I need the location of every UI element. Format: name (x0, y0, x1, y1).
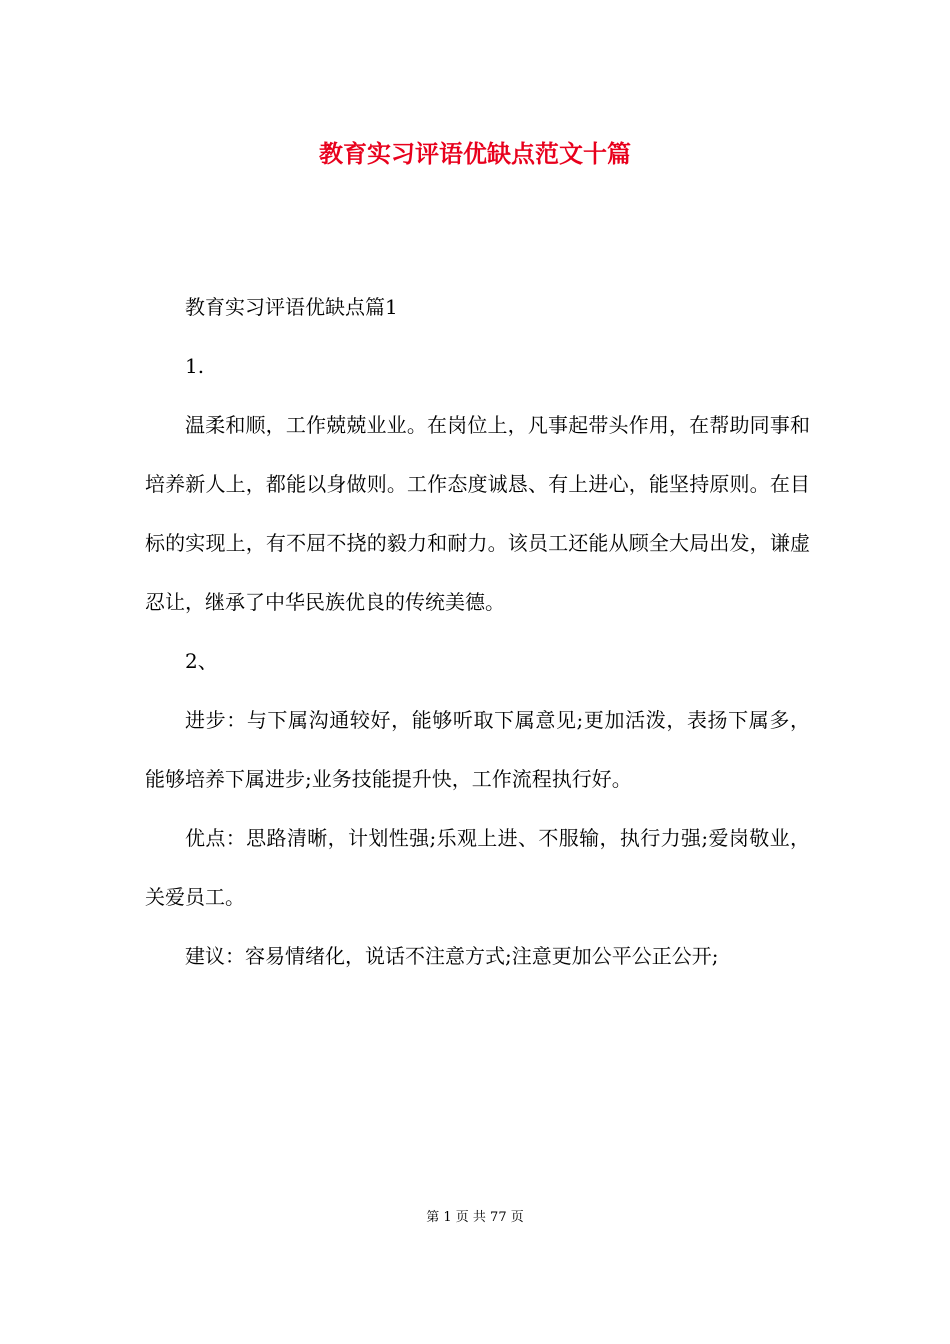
body-paragraph: 进步：与下属沟通较好，能够听取下属意见;更加活泼，表扬下属多，能够培养下属进步;业务技能提升快，工作流程执行好。 (145, 708, 810, 791)
body-paragraph: 优点：思路清晰，计划性强;乐观上进、不服输，执行力强;爱岗敬业，关爱员工。 (145, 826, 810, 909)
document-body (145, 278, 810, 986)
body-paragraph: 建议：容易情绪化，说话不注意方式;注意更加公平公正公开; (185, 944, 719, 968)
page-number: 第 1 页 共 77 页 (426, 1210, 524, 1225)
list-number: 1. (185, 354, 205, 378)
section-heading: 教育实习评语优缺点篇1 (185, 295, 398, 319)
document-title: 教育实习评语优缺点范文十篇 (319, 139, 631, 168)
list-number: 2、 (185, 649, 218, 673)
body-paragraph: 温柔和顺，工作兢兢业业。在岗位上，凡事起带头作用，在帮助同事和培养新人上，都能以身做则。工作态度诚恳、有上进心，能坚持原则。在目标的实现上，有不屈不挠的毅力和耐力。该员工还能从顾全大局出发，谦虚忍让，继承了中华民族优良的传统美德。 (145, 413, 810, 614)
